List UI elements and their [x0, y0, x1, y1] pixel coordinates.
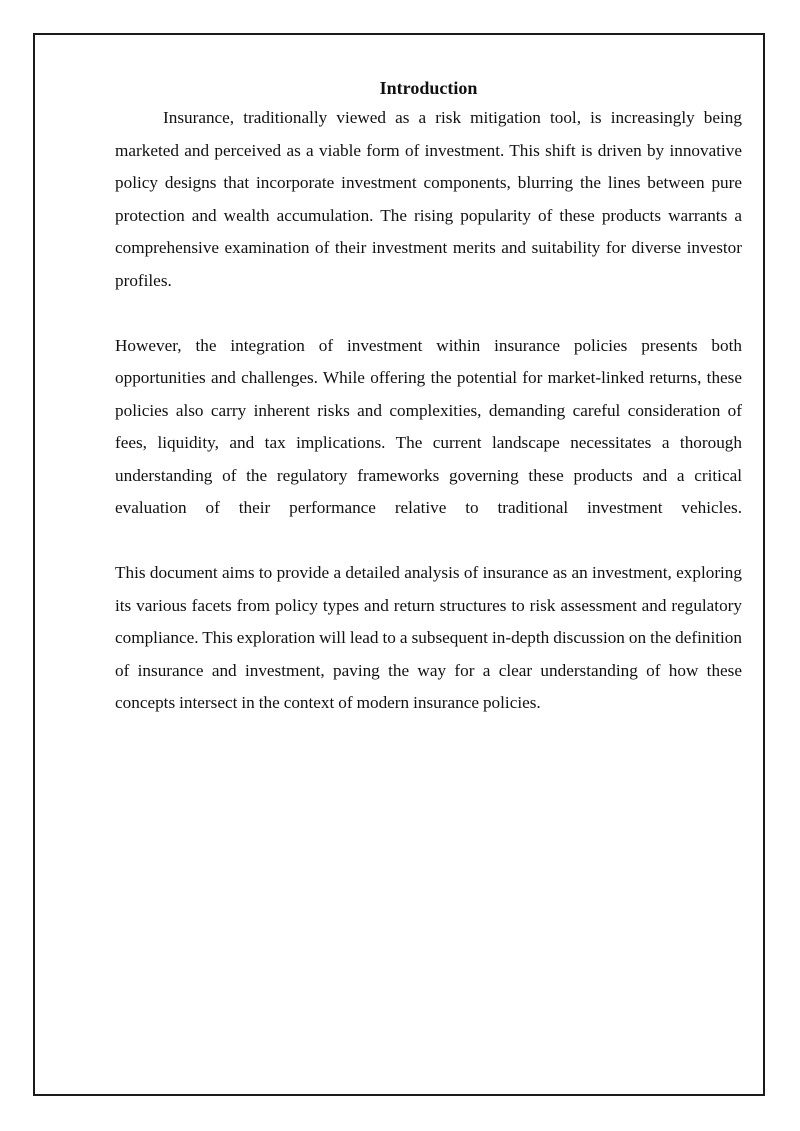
paragraph-1: Insurance, traditionally viewed as a risk mitigation tool, is increasingly being marketed and perceived as a viable form of investment. This shift is driven by innovative policy designs that incorporate investment components, blurring the lines between pure protection and wealth accumulation. The rising popularity of these products warrants a comprehensive examination of their investment merits and suitability for diverse investor profiles.: [115, 108, 742, 290]
paragraph-2: However, the integration of investment within insurance policies presents both opportunities and challenges. While offering the potential for market-linked returns, these policies also carry inherent risks and complexities, demanding careful consideration of fees, liquidity, and tax implications. The current landscape necessitates a thorough understanding of the regulatory frameworks governing these products and a critical evaluation of their performance relative to traditional investment vehicles.: [115, 335, 742, 517]
paragraph-3: This document aims to provide a detailed analysis of insurance as an investment, exploring its various facets from policy types and return structures to risk assessment and regulatory compliance. This exploration will lead to a subsequent in-depth discussion on the definition of insurance and investment, paving the way for a clear understanding of how these concepts intersect in the context of modern insurance policies.: [115, 563, 742, 712]
document-body: [115, 74, 742, 720]
paragraph-spacer: [115, 297, 742, 330]
paragraph-spacer: [115, 525, 742, 558]
section-title: Introduction: [379, 78, 478, 98]
